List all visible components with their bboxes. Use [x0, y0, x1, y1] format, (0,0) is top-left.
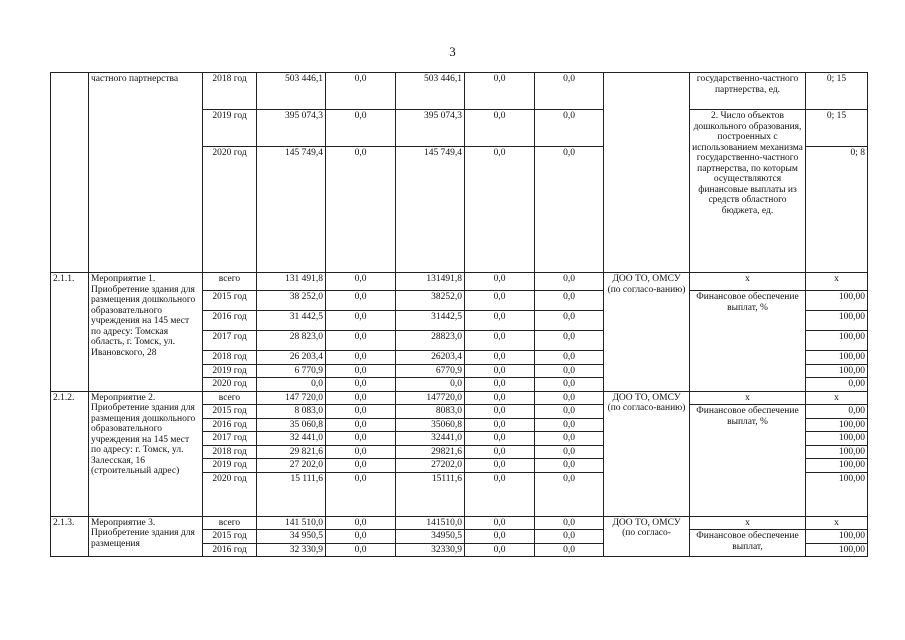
indicator-cell: 2. Число объектов дошкольного образования, построенных с использованием механизма государственно-частного партнерства, по которым осуществляются финансовые выплаты из средств областного бюджета, ед.	[690, 110, 806, 273]
year-cell: 2019 год	[203, 110, 257, 147]
extra-cell: 0,0	[535, 331, 604, 351]
indicator-cell: x	[690, 391, 806, 405]
indicator-cell: Финансовое обеспечение выплат,	[690, 530, 806, 557]
table-row	[51, 273, 868, 291]
local-cell: 0,0	[465, 351, 535, 365]
target-cell: 100,00	[806, 351, 868, 365]
local-cell: 0,0	[465, 331, 535, 351]
page-number: 3	[449, 44, 456, 59]
extra-cell: 0,0	[535, 351, 604, 365]
target-cell: 100,00	[806, 418, 868, 432]
total-cell: 145 749,4	[257, 147, 326, 273]
local-cell: 0,0	[465, 418, 535, 432]
target-cell: 100,00	[806, 364, 868, 378]
extra-cell: 0,0	[535, 418, 604, 432]
local-cell: 0,0	[465, 291, 535, 311]
year-cell: 2015 год	[203, 405, 257, 419]
regional-cell: 32330,9	[396, 543, 465, 557]
total-cell: 15 111,6	[257, 472, 326, 516]
local-cell: 0,0	[465, 273, 535, 291]
local-cell: 0,0	[465, 311, 535, 331]
regional-cell: 0,0	[396, 378, 465, 392]
extra-cell: 0,0	[535, 391, 604, 405]
measure-number: 2.1.1.	[51, 273, 89, 392]
total-cell: 32 330,9	[257, 543, 326, 557]
federal-cell: 0,0	[326, 418, 396, 432]
regional-cell: 141510,0	[396, 516, 465, 530]
target-cell: 100,00	[806, 459, 868, 473]
year-cell: 2016 год	[203, 311, 257, 331]
regional-cell: 29821,6	[396, 445, 465, 459]
indicator-cell: x	[690, 516, 806, 530]
measure-number: 2.1.2.	[51, 391, 89, 516]
target-cell: 100,00	[806, 543, 868, 557]
extra-cell: 0,0	[535, 73, 604, 110]
extra-cell: 0,0	[535, 472, 604, 516]
total-cell: 31 442,5	[257, 311, 326, 331]
target-cell: 100,00	[806, 311, 868, 331]
local-cell: 0,0	[465, 391, 535, 405]
local-cell: 0,0	[465, 73, 535, 110]
extra-cell: 0,0	[535, 432, 604, 446]
total-cell: 0,0	[257, 378, 326, 392]
indicator-cell: Финансовое обеспечение выплат, %	[690, 291, 806, 392]
indicator-cell: Финансовое обеспечение выплат, %	[690, 405, 806, 517]
target-cell: 100,00	[806, 445, 868, 459]
extra-cell: 0,0	[535, 273, 604, 291]
year-cell: 2019 год	[203, 459, 257, 473]
measure-name: Мероприятие 3. Приобретение здания для размещения	[89, 516, 203, 557]
target-cell: 100,00	[806, 331, 868, 351]
federal-cell: 0,0	[326, 530, 396, 544]
table-row	[51, 516, 868, 530]
federal-cell: 0,0	[326, 110, 396, 147]
total-cell: 131 491,8	[257, 273, 326, 291]
federal-cell: 0,0	[326, 405, 396, 419]
target-cell: 100,00	[806, 530, 868, 544]
total-cell: 141 510,0	[257, 516, 326, 530]
extra-cell: 0,0	[535, 405, 604, 419]
year-cell: 2018 год	[203, 73, 257, 110]
year-cell: всего	[203, 391, 257, 405]
federal-cell: 0,0	[326, 543, 396, 557]
federal-cell: 0,0	[326, 311, 396, 331]
year-cell: 2018 год	[203, 351, 257, 365]
local-cell: 0,0	[465, 516, 535, 530]
executor-cell: ДОО ТО, ОМСУ (по согласо-ванию)	[604, 391, 690, 516]
local-cell: 0,0	[465, 378, 535, 392]
total-cell: 503 446,1	[257, 73, 326, 110]
target-cell: x	[806, 273, 868, 291]
target-cell: 0; 15	[806, 73, 868, 110]
target-cell: 100,00	[806, 472, 868, 516]
total-cell: 35 060,8	[257, 418, 326, 432]
federal-cell: 0,0	[326, 73, 396, 110]
extra-cell: 0,0	[535, 459, 604, 473]
federal-cell: 0,0	[326, 351, 396, 365]
extra-cell: 0,0	[535, 543, 604, 557]
target-cell: 0,00	[806, 378, 868, 392]
year-cell: всего	[203, 273, 257, 291]
measure-name: частного партнерства	[89, 73, 203, 273]
regional-cell: 8083,0	[396, 405, 465, 419]
local-cell: 0,0	[465, 530, 535, 544]
year-cell: 2015 год	[203, 530, 257, 544]
target-cell: 0; 15	[806, 110, 868, 147]
extra-cell: 0,0	[535, 364, 604, 378]
extra-cell: 0,0	[535, 147, 604, 273]
regional-cell: 38252,0	[396, 291, 465, 311]
federal-cell: 0,0	[326, 378, 396, 392]
total-cell: 38 252,0	[257, 291, 326, 311]
federal-cell: 0,0	[326, 432, 396, 446]
measure-name: Мероприятие 1. Приобретение здания для размещения дошкольного образовательного учреждения на 145 мест по адресу: Томская область, г. Томск, ул. Ивановского, 28	[89, 273, 203, 392]
federal-cell: 0,0	[326, 459, 396, 473]
target-cell: 100,00	[806, 291, 868, 311]
total-cell: 34 950,5	[257, 530, 326, 544]
table-row	[51, 391, 868, 405]
regional-cell: 503 446,1	[396, 73, 465, 110]
year-cell: 2020 год	[203, 472, 257, 516]
year-cell: 2017 год	[203, 432, 257, 446]
table-row	[51, 73, 868, 110]
federal-cell: 0,0	[326, 291, 396, 311]
regional-cell: 31442,5	[396, 311, 465, 331]
regional-cell: 34950,5	[396, 530, 465, 544]
federal-cell: 0,0	[326, 391, 396, 405]
indicator-cell: x	[690, 273, 806, 291]
year-cell: 2019 год	[203, 364, 257, 378]
regional-cell: 35060,8	[396, 418, 465, 432]
executor-cell: ДОО ТО, ОМСУ (по согласо-ванию)	[604, 273, 690, 392]
regional-cell: 32441,0	[396, 432, 465, 446]
local-cell: 0,0	[465, 405, 535, 419]
extra-cell: 0,0	[535, 110, 604, 147]
year-cell: 2016 год	[203, 543, 257, 557]
year-cell: 2020 год	[203, 378, 257, 392]
federal-cell: 0,0	[326, 445, 396, 459]
local-cell: 0,0	[465, 445, 535, 459]
extra-cell: 0,0	[535, 291, 604, 311]
target-cell: 0; 8	[806, 147, 868, 273]
federal-cell: 0,0	[326, 472, 396, 516]
total-cell: 147 720,0	[257, 391, 326, 405]
total-cell: 32 441,0	[257, 432, 326, 446]
year-cell: 2017 год	[203, 331, 257, 351]
executor-cell: ДОО ТО, ОМСУ (по согласо-	[604, 516, 690, 557]
local-cell: 0,0	[465, 543, 535, 557]
target-cell: x	[806, 516, 868, 530]
total-cell: 6 770,9	[257, 364, 326, 378]
extra-cell: 0,0	[535, 516, 604, 530]
year-cell: 2018 год	[203, 445, 257, 459]
target-cell: 100,00	[806, 432, 868, 446]
extra-cell: 0,0	[535, 311, 604, 331]
target-cell: 0,00	[806, 405, 868, 419]
year-cell: 2020 год	[203, 147, 257, 273]
total-cell: 27 202,0	[257, 459, 326, 473]
measure-name: Мероприятие 2. Приобретение здания для размещения дошкольного образовательного учреждения на 145 мест по адресу: г. Томск, ул. Залесская, 16 (строительный адрес)	[89, 391, 203, 516]
local-cell: 0,0	[465, 472, 535, 516]
regional-cell: 6770,9	[396, 364, 465, 378]
federal-cell: 0,0	[326, 516, 396, 530]
local-cell: 0,0	[465, 459, 535, 473]
year-cell: 2015 год	[203, 291, 257, 311]
federal-cell: 0,0	[326, 147, 396, 273]
federal-cell: 0,0	[326, 331, 396, 351]
regional-cell: 27202,0	[396, 459, 465, 473]
regional-cell: 145 749,4	[396, 147, 465, 273]
total-cell: 395 074,3	[257, 110, 326, 147]
federal-cell: 0,0	[326, 364, 396, 378]
regional-cell: 28823,0	[396, 331, 465, 351]
target-cell: x	[806, 391, 868, 405]
extra-cell: 0,0	[535, 378, 604, 392]
regional-cell: 26203,4	[396, 351, 465, 365]
federal-cell: 0,0	[326, 273, 396, 291]
total-cell: 29 821,6	[257, 445, 326, 459]
local-cell: 0,0	[465, 432, 535, 446]
year-cell: всего	[203, 516, 257, 530]
program-table	[50, 72, 868, 557]
total-cell: 26 203,4	[257, 351, 326, 365]
regional-cell: 15111,6	[396, 472, 465, 516]
regional-cell: 395 074,3	[396, 110, 465, 147]
regional-cell: 147720,0	[396, 391, 465, 405]
local-cell: 0,0	[465, 364, 535, 378]
year-cell: 2016 год	[203, 418, 257, 432]
total-cell: 28 823,0	[257, 331, 326, 351]
measure-number: 2.1.3.	[51, 516, 89, 557]
regional-cell: 131491,8	[396, 273, 465, 291]
indicator-cell: государственно-частного партнерства, ед.	[690, 73, 806, 110]
extra-cell: 0,0	[535, 530, 604, 544]
extra-cell: 0,0	[535, 445, 604, 459]
local-cell: 0,0	[465, 147, 535, 273]
local-cell: 0,0	[465, 110, 535, 147]
total-cell: 8 083,0	[257, 405, 326, 419]
